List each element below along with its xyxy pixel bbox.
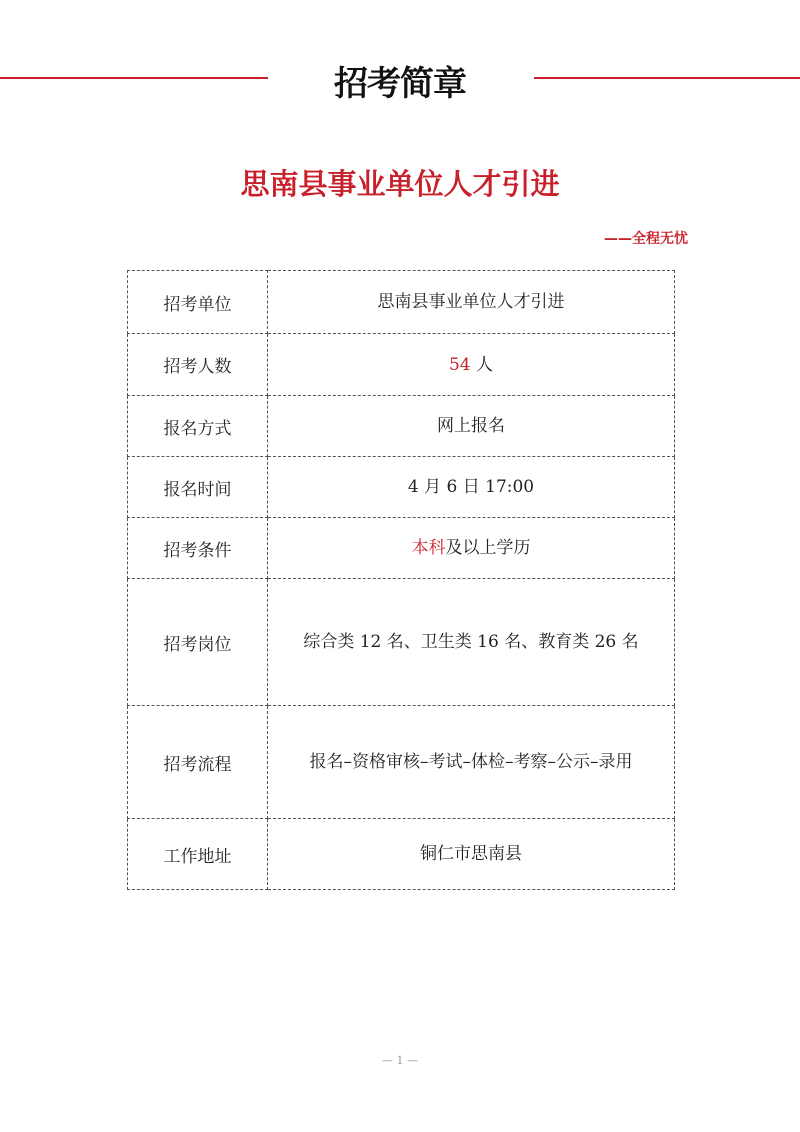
table-row bbox=[128, 334, 675, 396]
row-value bbox=[268, 518, 675, 579]
value-text: 铜仁市思南县 bbox=[420, 844, 522, 864]
highlight-text: 54 bbox=[448, 354, 471, 375]
value-text: 报名–资格审核–考试–体检–考察–公示–录用 bbox=[309, 752, 633, 772]
row-label: 工作地址 bbox=[128, 819, 268, 890]
table-row bbox=[128, 518, 675, 579]
row-value bbox=[268, 579, 675, 706]
row-value bbox=[268, 457, 675, 518]
row-label: 报名方式 bbox=[128, 396, 268, 457]
row-label: 招考单位 bbox=[128, 271, 268, 334]
table-row bbox=[128, 396, 675, 457]
value-text: 网上报名 bbox=[437, 416, 505, 436]
row-value bbox=[268, 271, 675, 334]
row-label: 招考条件 bbox=[128, 518, 268, 579]
value-text: 及以上学历 bbox=[445, 538, 531, 558]
table-row bbox=[128, 457, 675, 518]
value-text: 综合类 12 名、卫生类 16 名、教育类 26 名 bbox=[303, 632, 639, 652]
row-label: 招考人数 bbox=[128, 334, 268, 396]
table-row bbox=[128, 819, 675, 890]
row-value bbox=[268, 334, 675, 396]
highlight-text: 本科 bbox=[411, 538, 446, 558]
subtitle: ——全程无忧 bbox=[604, 231, 688, 247]
row-value bbox=[268, 819, 675, 890]
row-label: 招考流程 bbox=[128, 706, 268, 819]
table-row bbox=[128, 706, 675, 819]
header-title: 招考简章 bbox=[334, 64, 466, 104]
row-label: 报名时间 bbox=[128, 457, 268, 518]
value-text: 人 bbox=[470, 354, 494, 375]
page-number: — 1 — bbox=[382, 1054, 418, 1067]
row-label: 招考岗位 bbox=[128, 579, 268, 706]
info-table bbox=[127, 270, 675, 890]
table-row bbox=[128, 579, 675, 706]
row-value bbox=[268, 396, 675, 457]
value-text: 思南县事业单位人才引进 bbox=[377, 292, 565, 312]
row-value bbox=[268, 706, 675, 819]
value-text: 4 月 6 日 17:00 bbox=[407, 477, 535, 497]
header-rule-right bbox=[534, 77, 800, 79]
main-title: 思南县事业单位人才引进 bbox=[240, 167, 560, 201]
table-row bbox=[128, 271, 675, 334]
